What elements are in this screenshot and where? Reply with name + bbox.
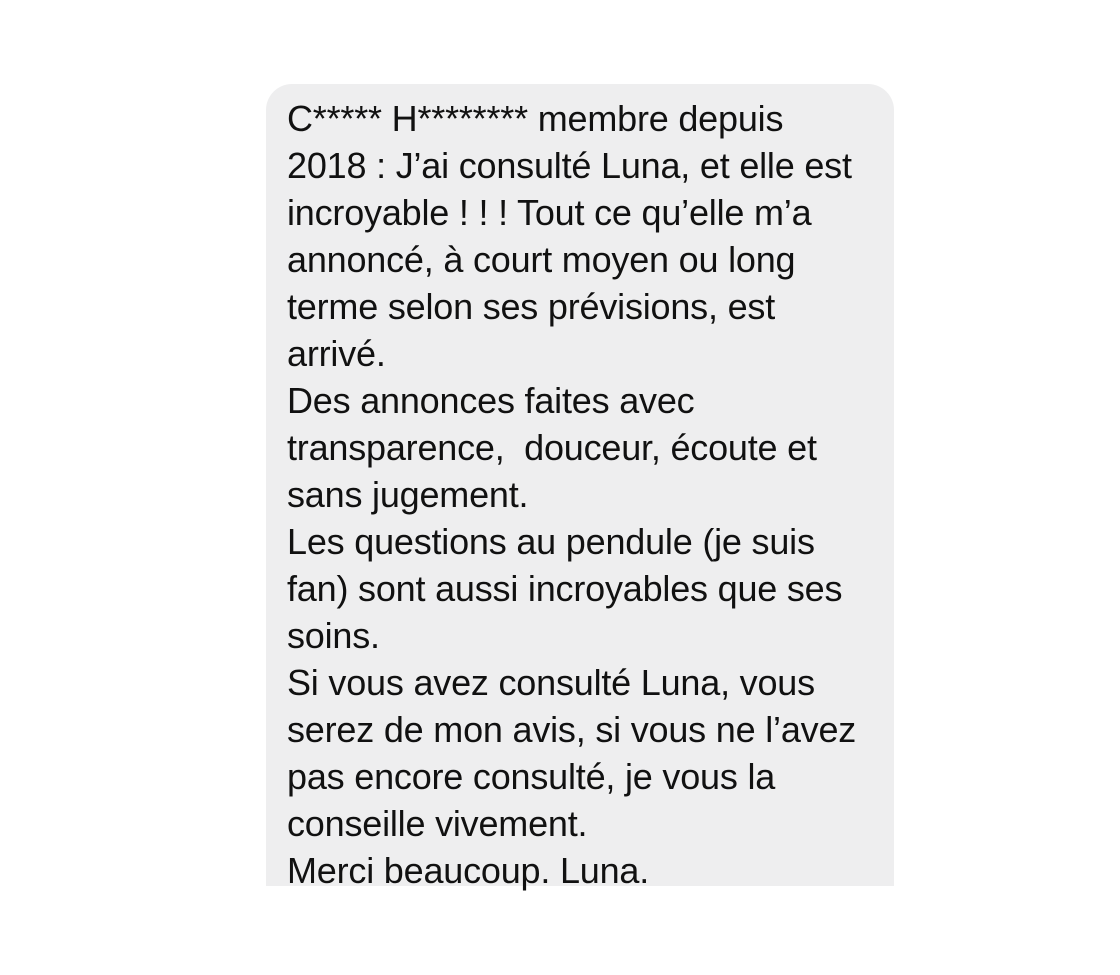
message-line: transparence, douceur, écoute et [287, 427, 817, 468]
message-line: pas encore consulté, je vous la [287, 756, 776, 797]
message-line: C***** H******** membre depuis [287, 98, 784, 139]
message-line: Les questions au pendule (je suis [287, 521, 815, 562]
message-line: Merci beaucoup. Luna. [287, 850, 650, 891]
message-line: Des annonces faites avec [287, 380, 695, 421]
message-line: fan) sont aussi incroyables que ses [287, 568, 843, 609]
message-line: conseille vivement. [287, 803, 588, 844]
message-line: terme selon ses prévisions, est [287, 286, 776, 327]
message-line: incroyable ! ! ! Tout ce qu’elle m’a [287, 192, 812, 233]
message-line: annoncé, à court moyen ou long [287, 239, 796, 280]
message-line: soins. [287, 615, 380, 656]
message-line: 2018 : J’ai consulté Luna, et elle est [287, 145, 852, 186]
message-line: Si vous avez consulté Luna, vous [287, 662, 815, 703]
message-line: sans jugement. [287, 474, 529, 515]
message-bubble [266, 84, 894, 891]
message-line: serez de mon avis, si vous ne l’avez [287, 709, 857, 750]
message-line: arrivé. [287, 333, 386, 374]
